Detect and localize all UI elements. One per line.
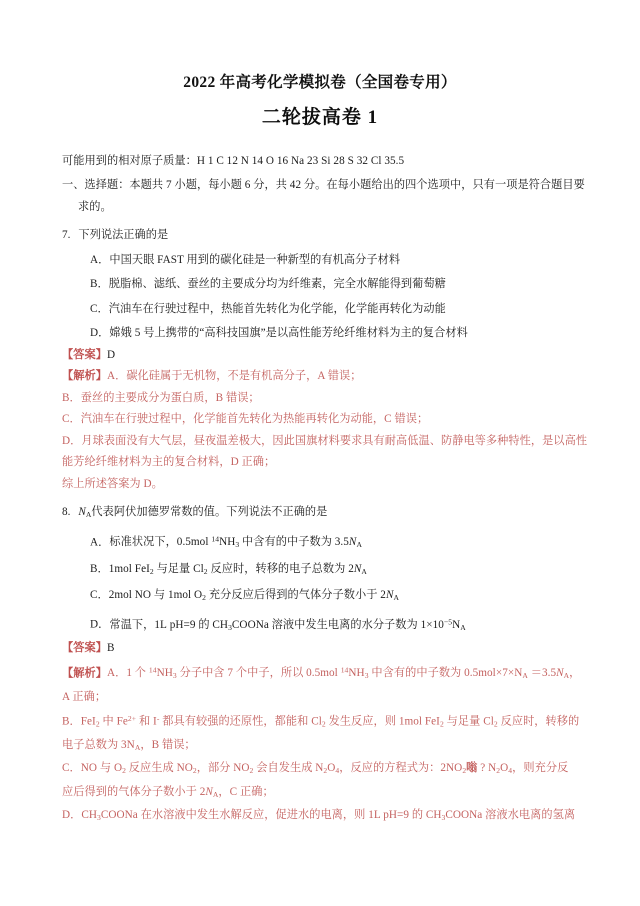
option-label: C． xyxy=(90,302,109,315)
question-7-option-d[interactable] xyxy=(62,323,578,345)
question-8-analysis-line-1 xyxy=(62,660,581,687)
option-label: C． xyxy=(90,589,109,602)
question-8-analysis-line-3: B．FeI$_2$ 中 $Fe^{2+}$ 和 I- 都具有较强的还原性，都能和 $Cl_2$ 发生反应，则 1mol FeI$_2$ 与足量 $Cl_2$ 反应时，转移的 xyxy=(62,714,580,729)
question-7-analysis-line-6: 综上所述答案为 D。 xyxy=(62,477,163,490)
analysis-text: A．1 个 $^{14}NH_3$ 分子中含 7 个中子，所以 0.5mol $^{14}NH_3$ 中含有的中子数为 $0.5mol\times 7\times N_A =3.5N_A$， xyxy=(106,665,581,681)
analysis-text: A．碳化硅属于无机物，不是有机高分子，A 错误； xyxy=(106,370,362,383)
question-8-option-d[interactable] xyxy=(62,611,578,638)
question-8-stem xyxy=(62,502,578,525)
answer-value: B xyxy=(106,642,115,655)
option-text: 标准状况下，0.5mol $^{14}NH_3$ 中含有的中子数为 $3.5N_A$ xyxy=(109,534,362,550)
analysis-tag: 【解析】 xyxy=(62,667,107,680)
option-text: 2mol NO 与 1mol $O_2$ 充分反应后得到的气体分子数小于 $2N_A$ xyxy=(108,589,399,602)
question-7-number: 7. xyxy=(62,229,71,242)
option-text: 嫦娥 5 号上携带的“高科技国旗”是以高性能芳纶纤维材料为主的复合材料 xyxy=(109,327,468,340)
atomic-mass-line: 可能用到的相对原子质量：H 1 C 12 N 14 O 16 Na 23 Si 28 S 32 Cl 35.5 xyxy=(62,154,405,167)
section-heading: 一、选择题：本题共 7 小题，每小题 6 分，共 42 分。在每小题给出的四个选项中，只有一项是符合题目要 xyxy=(62,179,585,192)
question-7-analysis-line-1 xyxy=(62,366,578,388)
page-title-main: 2022 年高考化学模拟卷（全国卷专用） xyxy=(183,74,457,91)
section-heading-continuation: 求的。 xyxy=(78,200,112,213)
question-7-stem xyxy=(62,225,578,247)
question-7-option-c[interactable] xyxy=(62,299,578,321)
page-title-sub: 二轮拔高卷 1 xyxy=(261,107,379,129)
question-8-analysis-line-5: C．NO 与 $O_2$ 反应生成 $NO_2$，部分 $NO_2$ 会自发生成 $N_2O_4$，反应的方程式为：$2NO_2$嗡 ? $N_2O_4$，则充分反 xyxy=(62,762,569,776)
question-7-option-a[interactable] xyxy=(62,250,578,272)
question-8-analysis-line-4: 电子总数为 $3N_A$，B 错误； xyxy=(62,738,196,752)
option-text: 汽油车在行驶过程中，热能首先转化为化学能，化学能再转化为动能 xyxy=(108,302,446,315)
question-8-analysis-line-2: A 正确； xyxy=(62,690,107,703)
option-label: A． xyxy=(90,536,110,549)
question-8-stem-text: 代表阿伏加德罗常数的值。下列说法不正确的是 xyxy=(91,506,328,519)
option-label: A． xyxy=(90,253,110,266)
question-8-answer xyxy=(62,638,578,660)
option-label: B． xyxy=(90,562,109,575)
answer-value: D xyxy=(106,348,116,361)
answer-tag: 【答案】 xyxy=(62,348,107,361)
option-text: 常温下，1L pH=9 的 $CH_3COONa$ 溶液中发生电离的水分子数为 $1\times 10^{-5}N_A$ xyxy=(109,617,466,632)
question-7-analysis-line-3: C．汽油车在行驶过程中，化学能首先转化为热能再转化为动能，C 错误； xyxy=(62,413,429,426)
question-7-analysis-line-4: D．月球表面没有大气层，昼夜温差极大，因此国旗材料要求具有耐高低温、防静电等多种特性，是以高性 xyxy=(62,434,588,447)
question-7-option-b[interactable] xyxy=(62,274,578,296)
question-7-answer xyxy=(62,345,578,367)
avogadro-subscript: A xyxy=(85,510,92,520)
answer-tag: 【答案】 xyxy=(62,642,107,655)
question-7-analysis-line-2: B．蚕丝的主要成分为蛋白质，B 错误； xyxy=(62,391,260,404)
analysis-tag: 【解析】 xyxy=(62,370,107,383)
option-label: B． xyxy=(90,278,109,291)
document-body xyxy=(0,151,640,828)
question-8-option-b[interactable] xyxy=(62,559,578,582)
option-text: 脱脂棉、滤纸、蚕丝的主要成分均为纤维素，完全水解能得到葡萄糖 xyxy=(108,278,446,291)
option-label: D． xyxy=(90,327,110,340)
question-8-option-c[interactable] xyxy=(62,585,578,608)
question-8-analysis-line-7: D．$CH_3COONa$ 在水溶液中发生水解反应，促进水的电离，则 1L pH=9 的 $CH_3COONa$ 溶液水电离的氢离 xyxy=(62,809,576,822)
question-7-analysis-line-5: 能芳纶纤维材料为主的复合材料，D 正确； xyxy=(62,456,276,469)
option-text: 1mol FeI$_2$ 与足量 $Cl_2$ 反应时，转移的电子总数为 $2N_A$ xyxy=(108,562,367,576)
option-text: 中国天眼 FAST 用到的碳化硅是一种新型的有机高分子材料 xyxy=(109,253,401,266)
garbled-equilibrium-glyph: 嗡 xyxy=(466,762,478,775)
avogadro-symbol: N xyxy=(78,506,86,519)
question-8-option-a[interactable] xyxy=(62,529,578,556)
question-7-stem-text: 下列说法正确的是 xyxy=(78,229,169,242)
question-8-number: 8. xyxy=(62,506,71,519)
question-8-analysis-line-6: 应后得到的气体分子数小于 $2N_A$，C 正确； xyxy=(62,785,274,799)
option-label: D． xyxy=(90,618,110,631)
